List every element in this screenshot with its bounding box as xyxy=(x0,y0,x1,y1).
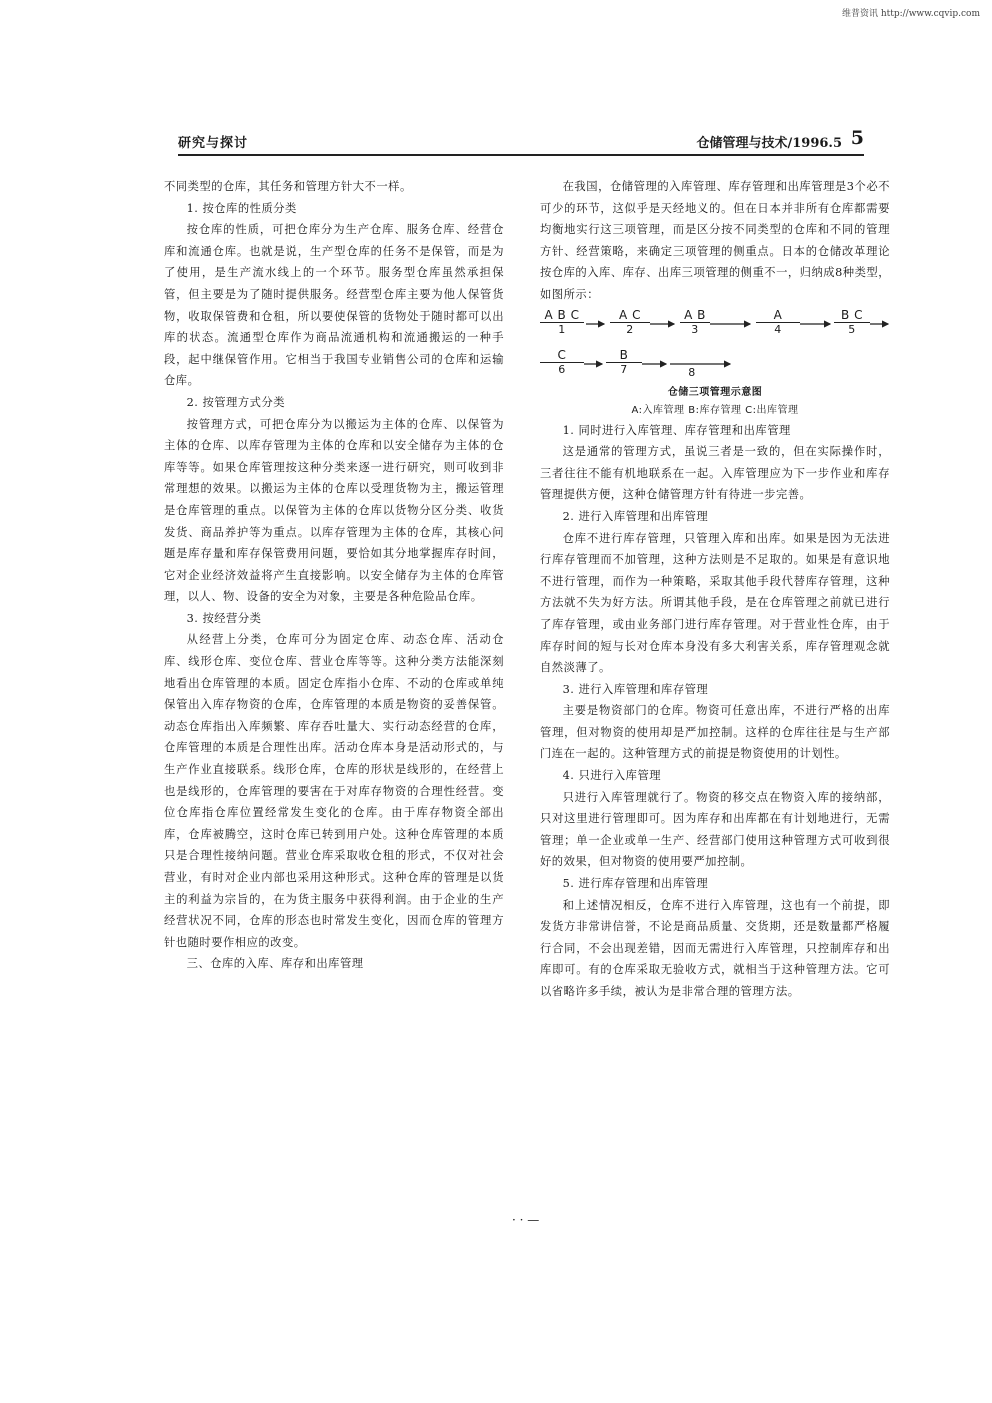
step-label: C xyxy=(540,348,584,363)
step-label: A B xyxy=(680,308,710,323)
watermark: 维普资讯 http://www.cqvip.com xyxy=(841,9,980,19)
step-number: 5 xyxy=(848,322,856,336)
paragraph: 主要是物资部门的仓库。物资可任意出库，不进行严格的出库管理，但对物资的使用却是严加控制。这样的仓库往往是与生产部门连在一起的。这种管理方式的前提是物资使用的计划性。 xyxy=(540,704,890,761)
page-header xyxy=(178,127,864,156)
footer-mark: · · — xyxy=(512,1213,540,1227)
subheading: 4. 只进行入库管理 xyxy=(562,769,662,783)
diagram-step xyxy=(834,308,870,337)
right-column xyxy=(540,176,890,1003)
paragraph: 按管理方式，可把仓库分为以搬运为主体的仓库、以保管为主体的仓库、以库存管理为主体的仓库和以安全储存为主体的仓库等等。如果仓库管理按这种分类来逐一进行研究，则可收到非常理想的效果。以搬运为主体的仓库以受理货物为主，搬运管理是仓库管理的重点。以保管为主体的仓库以货物分区分类、收货发货、商品养护等为重点。以库存管理为主体的仓库，其核心问题是库存量和库存保管费用问题，要恰如其分地掌握库存时间，它对企业经济效益将产生直接影响。以安全储存为主体的仓库管理，以人、物、设备的安全为对象，主要是各种危险品仓库。 xyxy=(164,417,504,604)
journal-title: 仓储管理与技术/1996.5 xyxy=(696,136,842,151)
diagram-legend: A:入库管理 B:库存管理 C:出库管理 xyxy=(631,404,799,416)
subheading: 2. 进行入库管理和出库管理 xyxy=(562,509,709,523)
step-label: B xyxy=(606,348,642,363)
subheading: 3. 按经营分类 xyxy=(186,611,262,625)
page-number: 5 xyxy=(850,127,864,149)
step-number: 3 xyxy=(691,322,699,336)
step-label: A xyxy=(756,308,800,323)
paragraph: 这是通常的管理方式，虽说三者是一致的，但在实际操作时，三者往往不能有机地联系在一起。入库管理应为下一步作业和库存管理提供方便，这种仓储管理方针有待进一步完善。 xyxy=(540,445,890,502)
subheading: 1. 同时进行入库管理、库存管理和出库管理 xyxy=(562,423,791,437)
diagram-step xyxy=(540,308,584,337)
diagram-step xyxy=(672,366,712,380)
left-column xyxy=(164,176,504,975)
step-label: A B C xyxy=(540,308,584,323)
paragraph: 不同类型的仓库，其任务和管理方针大不一样。 xyxy=(164,180,412,193)
paragraph: 从经营上分类，仓库可分为固定仓库、动态仓库、活动仓库、线形仓库、变位仓库、营业仓库等等。这种分类方法能深刻地看出仓库管理的本质。固定仓库指小仓库、不动的仓库或单纯保管出入库存物资的仓库，仓库管理的本质是物资的妥善保管。动态仓库指出入库频繁、库存吞吐量大、实行动态经营的仓库，仓库管理的本质是合理性出库。活动仓库本身是活动形式的，与生产作业直接联系。线形仓库，仓库的形状是线形的，在经营上也是线形的，仓库管理的要害在于对库存物资的合理性经营。变位仓库指仓库位置经常发生变化的仓库。由于库存物资全部出库，仓库被腾空，这时仓库已转到用户处。这种仓库管理的本质只是合理性接纳问题。营业仓库采取收仓租的形式，不仅对社会营业，有时对企业内部也采用这种形式。这种仓库的管理是以货主的利益为宗旨的，在为货主服务中获得利润。由于企业的生产经营状况不同，仓库的形态也时常发生变化，因而仓库的管理方针也随时要作相应的改变。 xyxy=(164,633,504,949)
subheading: 1. 按仓库的性质分类 xyxy=(186,201,297,215)
step-label: A C xyxy=(610,308,650,323)
step-number: 4 xyxy=(774,322,782,336)
diagram-step xyxy=(540,348,584,377)
step-number: 6 xyxy=(558,362,566,376)
step-label: B C xyxy=(834,308,870,323)
management-diagram xyxy=(540,308,890,384)
step-number: 1 xyxy=(558,322,566,336)
diagram-title: 仓储三项管理示意图 xyxy=(667,386,763,398)
diagram-step xyxy=(610,308,650,337)
subheading: 3. 进行入库管理和库存管理 xyxy=(562,682,709,696)
paragraph: 在我国，仓储管理的入库管理、库存管理和出库管理是3个必不可少的环节，这似乎是天经地义的。但在日本并非所有仓库都需要均衡地实行这三项管理，而是区分按不同类型的仓库和不同的管理方针、经营策略，来确定三项管理的侧重点。日本的仓储改革理论按仓库的入库、库存、出库三项管理的侧重不一，归纳成8种类型，如图所示： xyxy=(540,180,890,301)
section-title: 研究与探讨 xyxy=(178,136,249,151)
paragraph: 只进行入库管理就行了。物资的移交点在物资入库的接纳部，只对这里进行管理即可。因为库存和出库都在有计划地进行，无需管理；单一企业或单一生产、经营部门使用这种管理方式可收到很好的效果，但对物资的使用要严加控制。 xyxy=(540,790,890,869)
paragraph: 仓库不进行库存管理，只管理入库和出库。如果是因为无法进行库存管理而不加管理，这种方法则是不足取的。如果是有意识地不进行管理，而作为一种策略，采取其他手段代替库存管理，这种方法就不失为好方法。所谓其他手段，是在仓库管理之前就已进行了库存管理，或由业务部门进行库存管理。对于营业性仓库，由于库存时间的短与长对仓库本身没有多大利害关系，库存管理观念就自然淡薄了。 xyxy=(540,531,890,675)
subheading: 2. 按管理方式分类 xyxy=(186,395,286,409)
step-number: 7 xyxy=(620,362,628,376)
step-number: 8 xyxy=(688,365,696,379)
diagram-step xyxy=(680,308,710,337)
section-heading: 三、仓库的入库、库存和出库管理 xyxy=(186,957,364,971)
diagram-step xyxy=(756,308,800,337)
diagram-step xyxy=(606,348,642,377)
paragraph: 和上述情况相反，仓库不进行入库管理，这也有一个前提，即发货方非常讲信誉，不论是商品质量、交货期，还是数量都严格履行合同，不会出现差错，因而无需进行入库管理，只控制库存和出库即可。有的仓库采取无验收方式，就相当于这种管理方法。它可以省略许多手续，被认为是非常合理的管理方法。 xyxy=(540,898,890,998)
step-number: 2 xyxy=(626,322,634,336)
subheading: 5. 进行库存管理和出库管理 xyxy=(562,877,709,891)
paragraph: 按仓库的性质，可把仓库分为生产仓库、服务仓库、经营仓库和流通仓库。也就是说，生产型仓库的任务不是保管，而是为了使用，是生产流水线上的一个环节。服务型仓库虽然承担保管，但主要是为了随时提供服务。经营型仓库主要为他人保管货物，收取保管费和仓租，所以要使保管的货物处于随时都可以出库的状态。流通型仓库作为商品流通机构和流通搬运的一种手段，起中继保管作用。它相当于我国专业销售公司的仓库和运输仓库。 xyxy=(164,223,504,388)
